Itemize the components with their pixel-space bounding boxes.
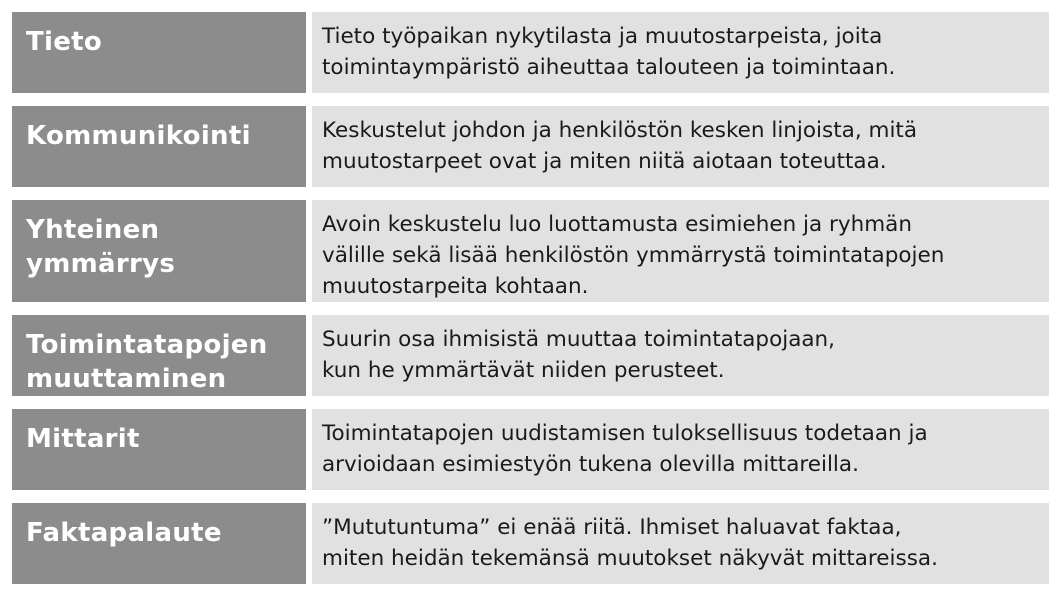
row-kommunikointi	[12, 106, 1049, 187]
row-description: Toimintatapojen uudistamisen tuloksellisuus todetaan ja arvioidaan esimiestyön tukena olevilla mittareilla.	[312, 409, 1049, 490]
row-label: Mittarit	[12, 409, 306, 490]
row-label: Faktapalaute	[12, 503, 306, 584]
row-description: Keskustelut johdon ja henkilöstön kesken linjoista, mitä muutostarpeet ovat ja miten niitä aiotaan toteuttaa.	[312, 106, 1049, 187]
row-tieto	[12, 12, 1049, 93]
row-label: Tieto	[12, 12, 306, 93]
row-toimintatapojen-muuttaminen	[12, 315, 1049, 396]
concept-table	[12, 12, 1049, 584]
row-label: Kommunikointi	[12, 106, 306, 187]
row-description: Suurin osa ihmisistä muuttaa toimintatapojaan, kun he ymmärtävät niiden perusteet.	[312, 315, 1049, 396]
row-yhteinen-ymmarrys	[12, 200, 1049, 302]
row-description: Tieto työpaikan nykytilasta ja muutostarpeista, joita toimintaympäristö aiheuttaa talouteen ja toimintaan.	[312, 12, 1049, 93]
row-label: Toimintatapojen muuttaminen	[12, 315, 306, 396]
row-label: Yhteinen ymmärrys	[12, 200, 306, 302]
row-mittarit	[12, 409, 1049, 490]
row-faktapalaute	[12, 503, 1049, 584]
row-description: Avoin keskustelu luo luottamusta esimiehen ja ryhmän välille sekä lisää henkilöstön ymmärrystä toimintatapojen muutostarpeita kohtaan.	[312, 200, 1049, 302]
row-description: ”Mututuntuma” ei enää riitä. Ihmiset haluavat faktaa, miten heidän tekemänsä muutokset näkyvät mittareissa.	[312, 503, 1049, 584]
